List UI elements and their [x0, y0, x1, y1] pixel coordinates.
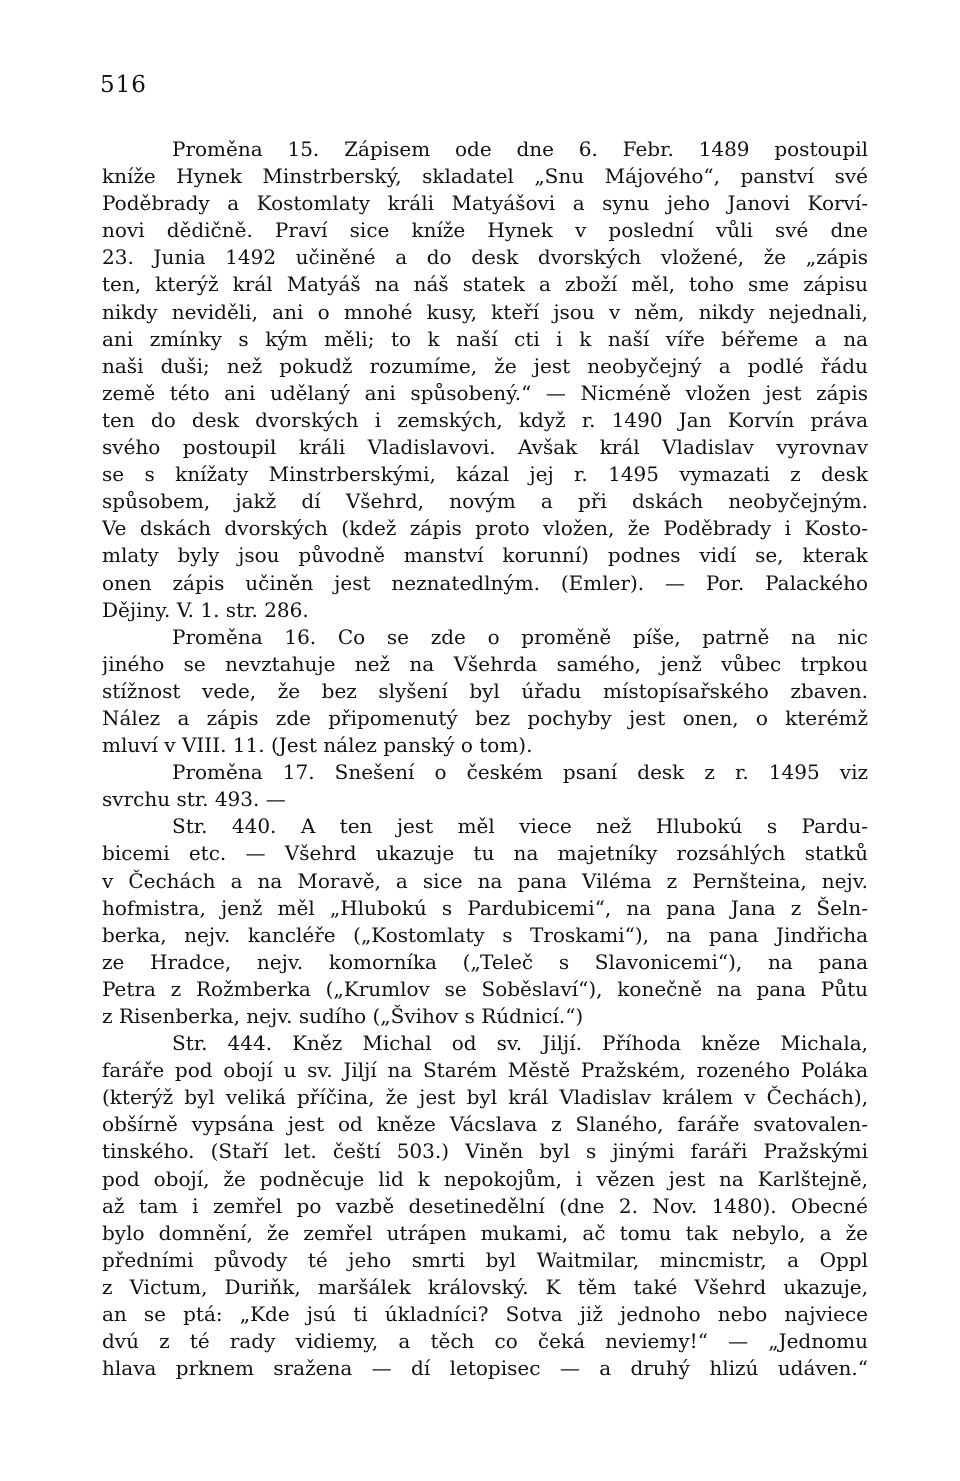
- text-line: předními původy té jeho smrti byl Waitmilar, mincmistr, a Oppl: [102, 1247, 868, 1272]
- text-line: až tam i zemřel po vazbě desetinedělní (dne 2. Nov. 1480). Obecné: [102, 1193, 868, 1218]
- text-line: v Čechách a na Moravě, a sice na pana Viléma z Pernšteina, nejv.: [102, 868, 868, 893]
- text-line: novi dědičně. Praví sice kníže Hynek v poslední vůli své dne: [102, 218, 868, 243]
- text-line: spůsobem, jakž dí Všehrd, novým a při dskách neobyčejným.: [102, 489, 868, 514]
- text-line: svého postoupil králi Vladislavovi. Avšak král Vladislav vyrovnav: [102, 435, 868, 460]
- text-line: 23. Junia 1492 učiněné a do desk dvorských vložené, že „zápis: [102, 245, 868, 270]
- text-line: Nález a zápis zde připomenutý bez pochyby jest onen, o kterémž: [102, 705, 868, 730]
- text-line: Proměna 17. Snešení o českém psaní desk z r. 1495 viz: [172, 760, 868, 785]
- body-text: [102, 136, 868, 1382]
- page-number: 516: [100, 72, 147, 98]
- text-line: se s knížaty Minstrberskými, kázal jej r. 1495 vymazati z desk: [102, 462, 868, 487]
- text-line: Str. 444. Kněz Michal od sv. Jiljí. Příhoda kněze Michala,: [172, 1031, 868, 1056]
- text-line: nikdy neviděli, ani o mnohé kusy, kteří jsou v něm, nikdy nejednali,: [102, 299, 868, 324]
- text-line: Ve dskách dvorských (kdež zápis proto vložen, že Poděbrady i Kosto-: [102, 516, 868, 541]
- text-line: mluví v VIII. 11. (Jest nález panský o tom).: [102, 733, 533, 758]
- text-line: pod obojí, že podněcuje lid k nepokojům, i vězen jest na Karlštejně,: [102, 1166, 868, 1191]
- text-line: z Risenberka, nejv. sudího („Švihov s Rúdnicí.“): [102, 1004, 584, 1028]
- text-line: svrchu str. 493. —: [102, 787, 286, 812]
- text-line: faráře pod obojí u sv. Jiljí na Starém Městě Pražském, rozeného Poláka: [102, 1058, 868, 1083]
- text-line: naši duši; než pokudž rozumíme, že jest neobyčejný a podlé řádu: [102, 353, 868, 378]
- text-line: stížnost vede, že bez slyšení byl úřadu místopísařského zbaven.: [102, 678, 868, 703]
- text-line: bicemi etc. — Všehrd ukazuje tu na majetníky rozsáhlých statků: [102, 841, 868, 866]
- text-line: berka, nejv. kancléře („Kostomlaty s Troskami“), na pana Jindřicha: [102, 922, 868, 947]
- text-line: ten do desk dvorských i zemských, když r. 1490 Jan Korvín práva: [102, 407, 868, 432]
- text-line: ten, kterýž král Matyáš na náš statek a zboží měl, toho sme zápisu: [102, 272, 868, 297]
- text-line: hlava prknem sražena — dí letopisec — a druhý hlizú udáven.“: [102, 1356, 868, 1381]
- text-line: Poděbrady a Kostomlaty králi Matyášovi a synu jeho Janovi Korví-: [102, 191, 868, 216]
- text-line: dvú z té rady vidiemy, a těch co čeká neviemy!“ — „Jednomu: [102, 1329, 868, 1354]
- text-line: z Victum, Duriňk, maršálek královský. K těm také Všehrd ukazuje,: [102, 1274, 868, 1299]
- text-line: ani zmínky s kým měli; to k naší cti i k naší víře béřeme a na: [102, 326, 868, 351]
- text-line: kníže Hynek Minstrberský, skladatel „Snu Májového“, panství své: [102, 164, 868, 189]
- text-line: Proměna 15. Zápisem ode dne 6. Febr. 1489 postoupil: [172, 137, 868, 161]
- text-line: (kterýž byl veliká příčina, že jest byl král Vladislav králem v Čechách),: [102, 1085, 868, 1110]
- text-line: mlaty byly jsou původně manství korunní) podnes vidí se, kterak: [102, 543, 868, 568]
- text-line: Proměna 16. Co se zde o proměně píše, patrně na nic: [172, 624, 868, 649]
- text-line: Petra z Rožmberka („Krumlov se Soběslaví“), konečně na pana Půtu: [102, 976, 868, 1001]
- text-line: tinského. (Staří let. čeští 503.) Viněn byl s jinými faráři Pražskými: [102, 1139, 868, 1164]
- text-line: obšírně vypsána jest od kněze Vácslava z Slaného, faráře svatovalen-: [102, 1112, 868, 1137]
- text-line: Dějiny. V. 1. str. 286.: [102, 597, 309, 622]
- text-line: an se ptá: „Kde jsú ti úkladníci? Sotva již jednoho nebo najviece: [102, 1302, 868, 1327]
- text-line: země této ani udělaný ani spůsobený.“ — Nicméně vložen jest zápis: [102, 380, 868, 405]
- text-line: Str. 440. A ten jest měl viece než Hlubokú s Pardu-: [172, 814, 868, 839]
- text-line: ze Hradce, nejv. komorníka („Teleč s Slavonicemi“), na pana: [102, 949, 868, 974]
- text-line: jiného se nevztahuje než na Všehrda samého, jenž vůbec trpkou: [102, 651, 868, 676]
- text-line: bylo domnění, že zemřel utrápen mukami, ač tomu tak nebylo, a že: [102, 1220, 868, 1245]
- text-line: onen zápis učiněn jest neznatedlným. (Emler). — Por. Palackého: [102, 570, 868, 595]
- text-line: hofmistra, jenž měl „Hlubokú s Pardubicemi“, na pana Jana z Šeln-: [102, 895, 868, 920]
